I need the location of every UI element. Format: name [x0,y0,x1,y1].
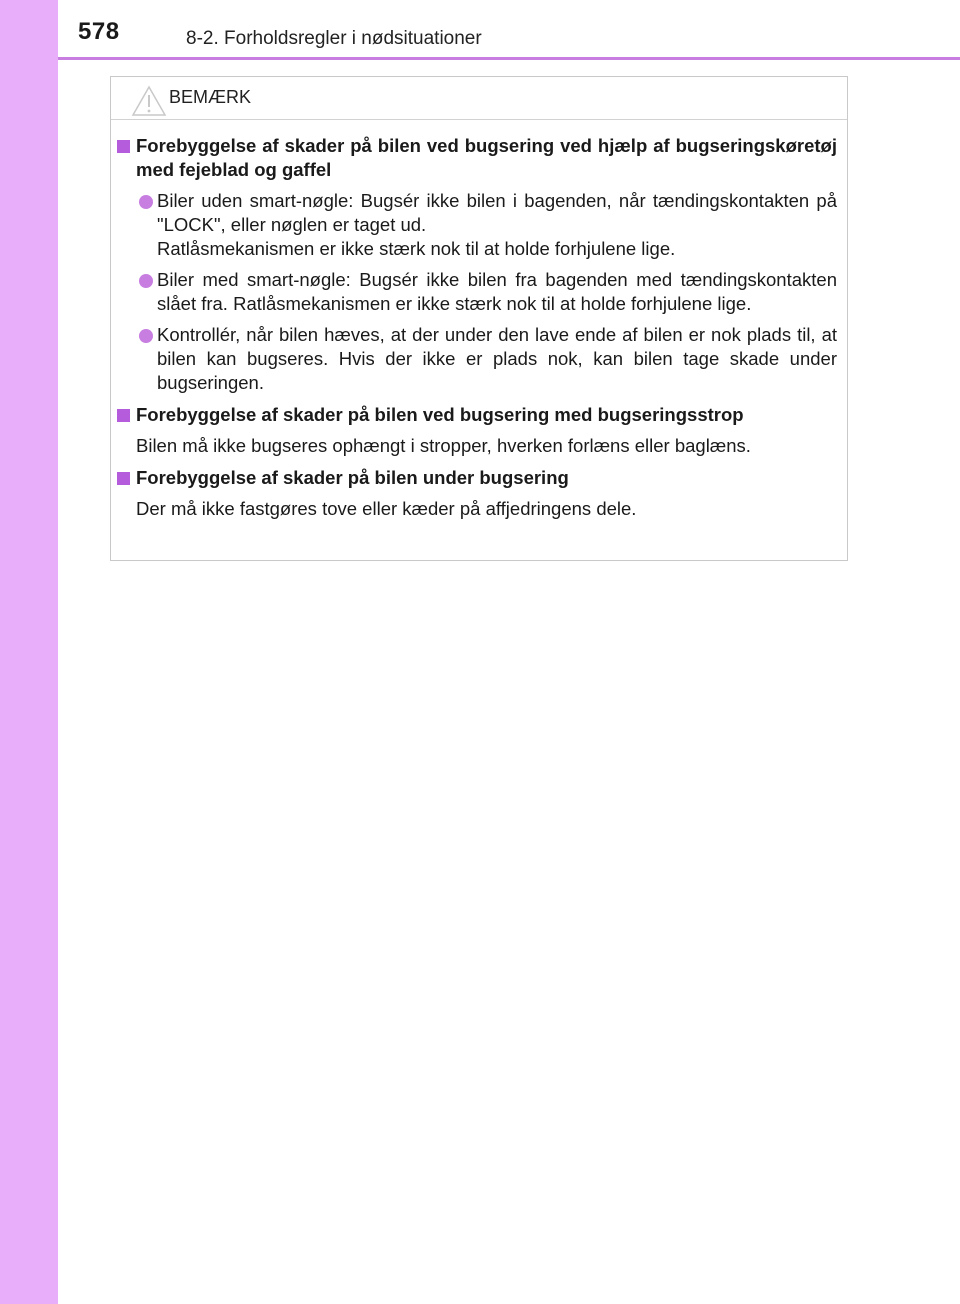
notice-title: BEMÆRK [169,87,252,107]
section-heading [117,466,837,490]
circle-bullet-icon [139,195,153,209]
circle-bullet-icon [139,329,153,343]
notice-header [111,77,847,120]
section-heading-text: Forebyggelse af skader på bilen ved bugsering ved hjælp af bugseringskøretøj med fejeblad og gaffel [136,135,837,180]
notice-box [110,76,848,561]
list-item-text: Biler uden smart-nøgle: Bugsér ikke bilen i bagenden, når tændingskontakten på "LOCK", eller nøglen er taget ud. [157,190,837,235]
square-bullet-icon [117,140,130,153]
section-heading-text: Forebyggelse af skader på bilen ved bugsering med bugseringsstrop [136,404,744,425]
section-heading [117,134,837,182]
list-item [117,323,837,395]
section-heading-text: Forebyggelse af skader på bilen under bugsering [136,467,569,488]
page-number: 578 [78,18,120,45]
section-paragraph: Bilen må ikke bugseres ophængt i stropper, hverken forlæns eller baglæns. [136,435,751,456]
notice-body [111,120,847,521]
circle-bullet-icon [139,274,153,288]
side-strip [0,0,58,1304]
header-rule [58,57,960,60]
list-item-text-continued: Ratlåsmekanismen er ikke stærk nok til at holde forhjulene lige. [157,238,676,259]
square-bullet-icon [117,409,130,422]
list-item-text: Kontrollér, når bilen hæves, at der under den lave ende af bilen er nok plads til, at bilen kan bugseres. Hvis der ikke er plads nok, kan bilen tage skade under bugseringen. [157,324,837,393]
section-paragraph: Der må ikke fastgøres tove eller kæder på affjedringens dele. [136,498,637,519]
list-item [117,268,837,316]
section-heading [117,403,837,427]
list-item [117,189,837,261]
chapter-title: 8-2. Forholdsregler i nødsituationer [186,28,482,49]
warning-triangle-icon [131,85,167,117]
list-item-text: Biler med smart-nøgle: Bugsér ikke bilen fra bagenden med tændingskontakten slået fra. Ratlåsmekanismen er ikke stærk nok til at holde forhjulene lige. [157,269,837,314]
square-bullet-icon [117,472,130,485]
